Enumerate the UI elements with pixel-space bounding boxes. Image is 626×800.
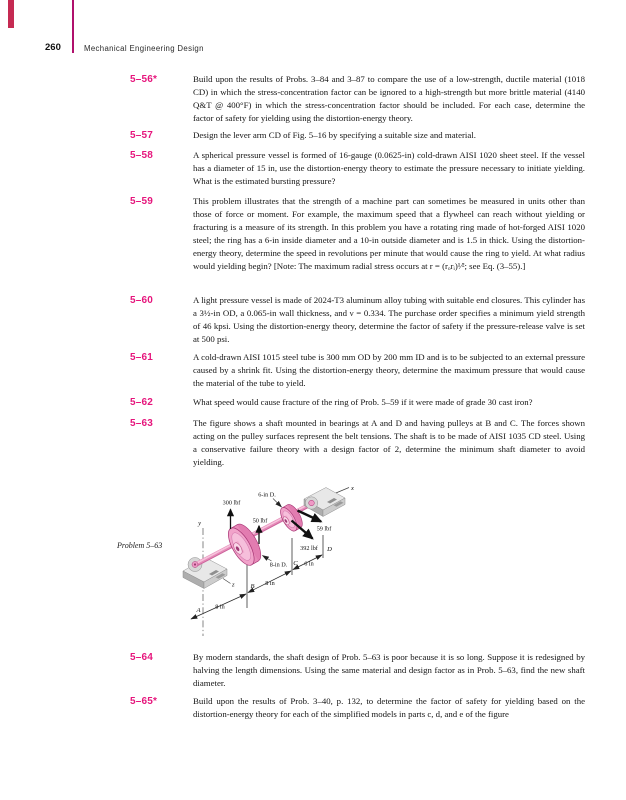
y-axis-label: y [198,520,201,527]
problem-5-62 [0,396,626,409]
problem-5-60 [0,294,626,346]
pulley-c-diameter-label: 6-in D. [258,491,276,499]
force-59-label: 59 lbf [316,525,332,533]
point-b-label: B [250,583,255,590]
pulley-c-diameter-callout [258,492,281,508]
problem-5-57 [0,129,626,142]
point-c-label: C [293,560,298,567]
running-head: Mechanical Engineering Design [84,44,204,53]
problem-number: 5–62 [130,397,154,408]
force-50-label: 50 lbf [252,517,268,525]
problem-5-64 [0,651,626,690]
problem-5-65 [0,695,626,721]
problem-text: What speed would cause fracture of the ring of Prob. 5–59 if it were made of grade 30 cast iron? [193,397,533,407]
problem-text: The figure shows a shaft mounted in bearings at A and D and having pulleys at B and C. The forces shown acting on the pulley surfaces represent the belt tensions. The shaft is to be made of AISI 1035 CD steel. Using a conservative failure theory with a design factor of 2, determine the minimum shaft diameter to avoid yielding. [193,418,585,467]
problem-text: A spherical pressure vessel is formed of 16-gauge (0.0625-in) cold-drawn AISI 1020 sheet steel. If the vessel has a diameter of 15 in, use the distortion-energy theory to estimate the pressure necessary to initiate yielding. What is the estimated bursting pressure? [193,150,585,186]
problem-text: Build upon the results of Prob. 3–40, p. 132, to determine the factor of safety for yielding based on the distortion-energy theory for each of the simplified models in parts c, d, and e of the figure [193,696,585,719]
shaft-diagram-figure [175,478,375,648]
problem-text: A cold-drawn AISI 1015 steel tube is 300 mm OD by 200 mm ID and is to be subjected to an external pressure caused by a shrink fit. Using the distortion-energy theory, determine the maximum pressure that would cause the material of the tube to yield. [193,352,585,388]
z-axis-label: z [232,581,235,589]
problem-number: 5–56* [130,74,158,85]
force-392-label: 392 lbf [300,545,318,552]
problem-text: By modern standards, the shaft design of Prob. 5–63 is poor because it is so long. Suppose it is redesigned by halving the length dimensions. Using the same material and design factor as in Prob. 5–63, find the new shaft diameter. [193,652,585,688]
problem-number: 5–64 [130,652,154,663]
force-arrow-392 [292,521,319,553]
problem-number: 5–57 [130,130,154,141]
x-axis-label: x [351,485,354,492]
point-d-label: D [327,546,332,553]
pulley-b-diameter-callout [263,556,288,569]
page-number: 260 [45,42,61,53]
problem-text: Design the lever arm CD of Fig. 5–16 by specifying a suitable size and material. [193,130,476,140]
page-edge-tab [8,0,14,28]
header-rule [72,0,74,53]
problem-text: Build upon the results of Probs. 3–84 and 3–87 to compare the use of a low-strength, ductile material (1018 CD) in which the stress-concentration factor can be ignored to a high-strength but more brittle material (4140 Q&T @ 400°F) in which the stress-concentration factor should be included. For each case, determine the factor of safety for yielding using the distortion-energy theory. [193,74,585,123]
dim-cd-label: 6 in [304,560,314,568]
figure-caption: Problem 5–63 [117,541,163,550]
force-300-label: 300 lbf [222,499,241,507]
dim-bc-label: 8 in [265,580,275,587]
problem-number: 5–61 [130,352,154,363]
pulley-b-diameter-label: 8-in D. [269,561,288,569]
problem-number: 5–60 [130,295,154,306]
problem-text: A light pressure vessel is made of 2024-T3 aluminum alloy tubing with suitable end closures. This cylinder has a 3½-in OD, a 0.065-in wall thickness, and ν = 0.334. The purchase order specifies a minimum yield strength of 46 kpsi. Using the distortion-energy theory, determine the factor of safety if the pressure-release valve is set at 500 psi. [193,295,585,344]
problem-5-59 [0,195,626,273]
problem-5-63 [0,417,626,469]
shaft-end-a [192,562,198,568]
problem-number: 5–58 [130,150,154,161]
problem-5-56 [0,73,626,125]
dim-ab-label: 8 in [215,603,225,611]
problem-5-58 [0,149,626,188]
problem-number: 5–65* [130,696,158,707]
z-axis [223,579,235,589]
problem-5-61 [0,351,626,390]
problem-text: This problem illustrates that the strength of a machine part can sometimes be measured in units other than those of force or moment. For example, the maximum speed that a flywheel can reach without yielding or fracturing is a measure of its strength. In this problem you have a rotating ring made of hot-forged AISI 1020 steel; the ring has a 6-in inside diameter and a 10-in outside diameter and is 1.5 in thick. Using the distortion-energy theory, determine the speed in revolutions per minute that would cause the ring to yield. At what radius would yielding begin? [Note: The maximum radial stress occurs at r = (rₒrᵢ)¹∕²; see Eq. (3–55).] [193,196,585,271]
problem-number: 5–63 [130,418,154,429]
point-a-label: A [196,607,201,614]
problem-number: 5–59 [130,196,154,207]
